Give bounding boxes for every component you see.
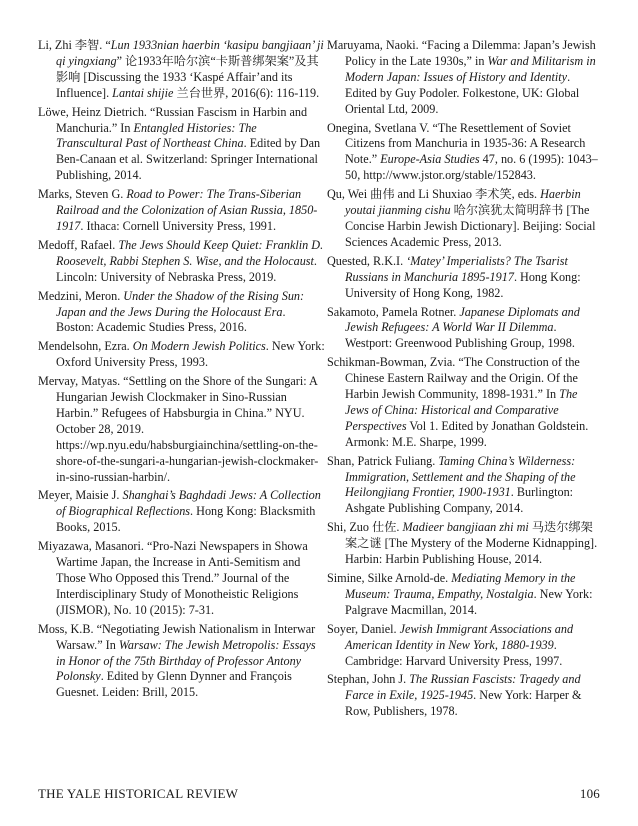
bibliography-entry <box>327 454 602 518</box>
entry-text: Marks, Steven G. <box>38 187 127 202</box>
bibliography-left-column <box>38 38 325 704</box>
entry-title: The Jews of China: Historical and Comparative Perspectives <box>345 387 578 433</box>
entry-title: Japanese Diplomats and Jewish Refugees: A World War II Dilemma <box>345 304 580 335</box>
entry-text: Stephan, John J. <box>327 672 410 687</box>
entry-title: Jewish Immigrant Associations and American Identity in New York, 1880-1939 <box>345 621 574 652</box>
bibliography-entry <box>327 622 602 670</box>
entry-text: . Edited by Glenn Dynner and François Guesnet. Leiden: Brill, 2015. <box>56 669 292 700</box>
bibliography-entry <box>38 374 325 485</box>
bibliography-entry <box>327 672 602 720</box>
entry-text: Shi, Zuo 仕佐. <box>327 520 403 535</box>
entry-text: Li, Zhi 李智. “ <box>38 38 111 52</box>
entry-text: Simine, Silke Arnold-de. <box>327 571 452 585</box>
entry-text: Miyazawa, Masanori. “Pro-Nazi Newspapers in Showa Wartime Japan, the Increase in Anti-Semitism and Those Who Opposed this Trend.” Journal of the Interdisciplinary Study of Monotheistic Religions (JISMOR), No. 10 (2015): 7-31. <box>38 539 308 617</box>
bibliography-right-column <box>327 38 602 723</box>
bibliography-entry <box>327 571 602 619</box>
entry-title: Europe-Asia Studies <box>380 152 480 167</box>
page-number: 106 <box>579 786 600 801</box>
entry-text: ” 论1933年哈尔滨“卡斯普绑架案”及其影响 [Discussing the 1933 ‘Kaspé Affair’and its Influence]. <box>56 53 319 100</box>
entry-text: Shan, Patrick Fuliang. <box>327 453 439 468</box>
entry-text: Sakamoto, Pamela Rotner. <box>327 304 460 319</box>
entry-text: Maruyama, Naoki. “Facing a Dilemma: Japan’s Jewish Policy in the Late 1930s,” in <box>327 38 596 68</box>
entry-title: Under the Shadow of the Rising Sun: Japan and the Jews During the Holocaust Era <box>56 288 305 319</box>
bibliography-entry <box>38 622 325 702</box>
entry-text: . Burlington: Ashgate Publishing Company, 2014. <box>345 485 574 516</box>
entry-title: Lantai shijie <box>112 85 174 100</box>
entry-text: Moss, K.B. “Negotiating Jewish Nationalism in Interwar Warsaw.” In <box>38 621 316 652</box>
entry-title: Taming China’s Wilderness: Immigration, Settlement and the Shaping of the Heilongjiang Frontier, 1900-1931 <box>345 453 576 500</box>
entry-title: War and Militarism in Modern Japan: Issues of History and Identity <box>345 53 596 84</box>
entry-text: Meyer, Maisie J. <box>38 488 123 503</box>
entry-title: Mediating Memory in the Museum: Trauma, Empathy, Nostalgia <box>345 571 576 601</box>
entry-title: On Modern Jewish Politics <box>132 339 266 354</box>
entry-title: Entangled Histories: The Transcultural Past of Northeast China <box>56 120 257 151</box>
entry-text: Vol 1. Edited by Jonathan Goldstein. Armonk: M.E. Sharpe, 1999. <box>345 418 589 449</box>
entry-text: . Lincoln: University of Nebraska Press, 2019. <box>56 253 317 284</box>
bibliography-entry <box>38 238 325 286</box>
entry-text: Qu, Wei 曲伟 and Li Shuxiao 李术笑, eds. <box>327 187 541 202</box>
bibliography-entry <box>38 539 325 619</box>
bibliography-entry <box>38 105 325 185</box>
bibliography-entry <box>38 38 325 102</box>
entry-title: Road to Power: The Trans-Siberian Railroad and the Colonization of Asian Russia, 1850-1917 <box>56 187 318 233</box>
entry-text: Soyer, Daniel. <box>327 621 400 636</box>
entry-title: The Jews Should Keep Quiet: Franklin D. Roosevelt, Rabbi Stephen S. Wise, and the Holocaust <box>56 237 324 268</box>
bibliography-entry <box>327 355 602 450</box>
entry-title: Haerbin youtai jianming cishu <box>345 187 581 218</box>
entry-text: . Edited by Dan Ben-Canaan et al. Switzerland: Springer International Publishing, 2014. <box>56 136 321 183</box>
entry-text: . Edited by Guy Podoler. Folkestone, UK: Global Oriental Ltd, 2009. <box>345 69 580 116</box>
entry-text: Onegina, Svetlana V. “The Resettlement of Soviet Citizens from Manchuria in 1935-36: A Research Note.” <box>327 120 586 167</box>
entry-text: Medzini, Meron. <box>38 288 124 303</box>
bibliography-entry <box>38 488 325 536</box>
entry-text: Quested, R.K.I. <box>327 253 407 268</box>
entry-text: . Hong Kong: University of Hong Kong, 1982. <box>345 269 581 300</box>
bibliography-entry <box>327 187 602 251</box>
entry-text: . Boston: Academic Studies Press, 2016. <box>56 304 286 335</box>
bibliography-entry <box>327 254 602 302</box>
entry-text: Löwe, Heinz Dietrich. “Russian Fascism in Harbin and Manchuria.” In <box>38 104 308 135</box>
bibliography-entry <box>38 187 325 235</box>
bibliography-entry <box>327 121 602 185</box>
entry-text: . New York: Harper & Row, Publishers, 1978. <box>345 688 582 719</box>
entry-text: . Hong Kong: Blacksmith Books, 2015. <box>56 504 316 535</box>
entry-text: . Westport: Greenwood Publishing Group, 1998. <box>345 320 575 351</box>
bibliography-entry <box>327 520 602 568</box>
entry-title: ‘Matey’ Imperialists? The Tsarist Russians in Manchuria 1895-1917 <box>345 253 568 284</box>
entry-text: 47, no. 6 (1995): 1043–50, http://www.jstor.org/stable/152843. <box>345 152 598 183</box>
bibliography-entry <box>327 38 602 118</box>
entry-title: Madieer bangjiaan zhi mi <box>402 520 529 535</box>
bibliography-entry <box>38 339 325 371</box>
entry-title: Lun 1933nian haerbin ‘kasipu bangjiaan’ ji qi yingxiang <box>56 38 324 68</box>
entry-text: . Ithaca: Cornell University Press, 1991. <box>80 218 277 233</box>
bibliography-entry <box>327 305 602 353</box>
journal-title: THE YALE HISTORICAL REVIEW <box>38 786 239 801</box>
entry-title: The Russian Fascists: Tragedy and Farce in Exile, 1925-1945 <box>345 672 581 703</box>
bibliography-entry <box>38 289 325 337</box>
entry-text: 马迭尔绑架案之谜 [The Mystery of the Moderne Kidnapping]. Harbin: Harbin Publishing House, 2014. <box>345 520 598 567</box>
entry-text: 哈尔滨犹太简明辞书 [The Concise Harbin Jewish Dictionary]. Beijing: Social Sciences Academic Press, 2013. <box>345 203 596 249</box>
entry-text: Schikman-Bowman, Zvia. “The Construction of the Chinese Eastern Railway and the Origin. Of the Harbin Jewish Community, 1898-1931.” In <box>327 355 580 402</box>
entry-title: Shanghai’s Baghdadi Jews: A Collection of Biographical Reflections <box>56 488 321 519</box>
entry-text: Mendelsohn, Ezra. <box>38 339 133 354</box>
entry-text: . Cambridge: Harvard University Press, 1997. <box>345 637 563 668</box>
entry-text: . New York: Oxford University Press, 1993. <box>56 339 325 370</box>
entry-text: . New York: Palgrave Macmillan, 2014. <box>345 586 593 617</box>
entry-text: 兰台世界, 2016(6): 116-119. <box>173 85 320 100</box>
entry-text: Mervay, Matyas. “Settling on the Shore of the Sungari: A Hungarian Jewish Clockmaker in Sino-Russian Harbin.” Refugees of Habsburgia in China.” NYU. October 28, 2019. https://wp.nyu.edu/habsburgiainchina/settling-on-the-shore-of-the-sungari-a-hungarian-jewish-clockmaker-in-sino-russian-harbin/. <box>38 374 319 484</box>
entry-text: Medoff, Rafael. <box>38 237 119 252</box>
entry-title: Warsaw: The Jewish Metropolis: Essays in Honor of the 75th Birthday of Professor Antony Polonsky <box>56 637 316 684</box>
